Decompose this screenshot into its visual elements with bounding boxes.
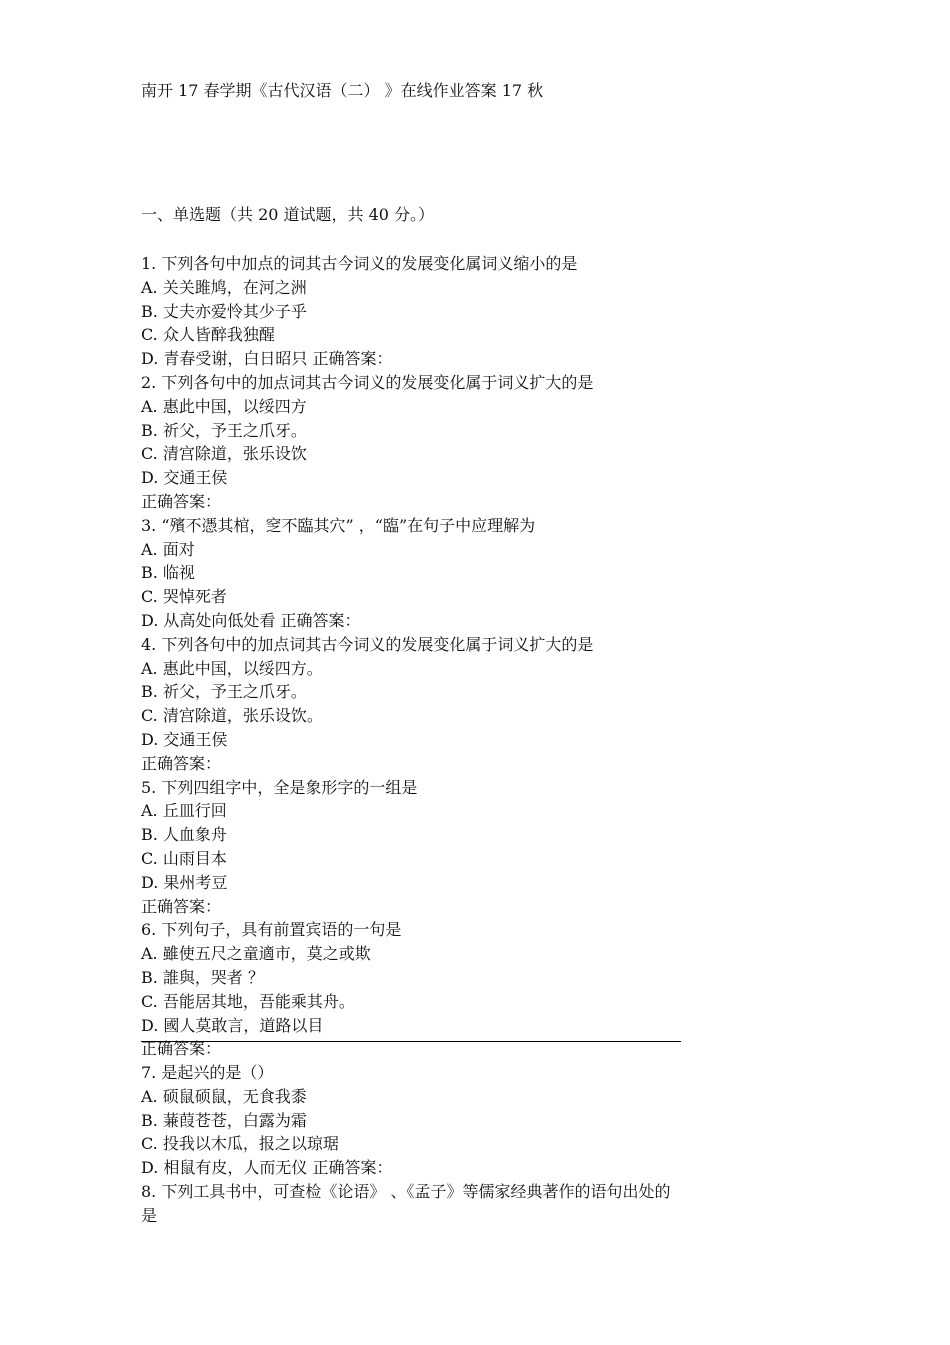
text-line: D. 交通王侯 [141, 468, 228, 488]
text-line: 6. 下列句子，具有前置宾语的一句是 [141, 920, 402, 940]
text-line: 2. 下列各句中的加点词其古今词义的发展变化属于词义扩大的是 [141, 372, 594, 392]
text-line: C. 投我以木瓜，报之以琼琚 [141, 1134, 339, 1154]
text-line: 正确答案： [141, 491, 222, 511]
document-title: 南开 17 春学期《古代汉语（二） 》在线作业答案 17 秋 [141, 81, 544, 100]
text-line: D. 从高处向低处看 正确答案： [141, 610, 361, 630]
text-line: 4. 下列各句中的加点词其古今词义的发展变化属于词义扩大的是 [141, 634, 594, 654]
text-line: C. 清宫除道，张乐设饮 [141, 444, 307, 464]
text-line: B. 人血象舟 [141, 825, 227, 845]
text-line: A. 面对 [141, 539, 195, 559]
text-line: 8. 下列工具书中，可查检《论语》 、《孟子》等儒家经典著作的语句出处的是 [141, 1182, 671, 1225]
text-line: B. 蒹葭苍苍，白露为霜 [141, 1110, 307, 1130]
text-line: A. 硕鼠硕鼠，无食我黍 [141, 1086, 307, 1106]
text-line: 3. “殯不憑其棺，窆不臨其穴” ，“臨”在句子中应理解为 [141, 515, 536, 535]
text-line: 正确答案： [141, 1039, 222, 1059]
text-line: C. 山雨目本 [141, 848, 227, 868]
text-line: C. 吾能居其地，吾能乘其舟。 [141, 991, 355, 1011]
text-line: C. 清宫除道，张乐设饮。 [141, 706, 323, 726]
text-line: 7. 是起兴的是（） [141, 1063, 274, 1083]
text-line: D. 交通王侯 [141, 729, 228, 749]
text-line: D. 果州考豆 [141, 872, 228, 892]
text-line: B. 丈夫亦爱怜其少子乎 [141, 301, 307, 321]
text-line: A. 雖使五尺之童適市，莫之或欺 [141, 944, 371, 964]
question-list [141, 252, 686, 1228]
horizontal-rule [141, 1041, 681, 1042]
text-line: B. 祈父，予王之爪牙。 [141, 420, 307, 440]
text-line: B. 临视 [141, 563, 195, 583]
text-line: A. 惠此中国，以绥四方。 [141, 658, 323, 678]
text-line: 正确答案： [141, 896, 222, 916]
section-heading: 一、单选题（共 20 道试题，共 40 分。） [141, 205, 435, 224]
text-line: A. 惠此中国，以绥四方 [141, 396, 307, 416]
text-line: B. 祈父，予王之爪牙。 [141, 682, 307, 702]
text-line: C. 众人皆醉我独醒 [141, 325, 275, 345]
text-line: B. 誰與，哭者 ？ [141, 967, 265, 987]
text-line: 1. 下列各句中加点的词其古今词义的发展变化属词义缩小的是 [141, 254, 578, 273]
text-line: C. 哭悼死者 [141, 587, 227, 607]
text-line: D. 國人莫敢言，道路以目 [141, 1015, 324, 1035]
text-line: 正确答案： [141, 753, 222, 773]
text-line: D. 青春受谢，白日昭只 正确答案： [141, 349, 393, 369]
text-line: 5. 下列四组字中，全是象形字的一组是 [141, 777, 418, 797]
text-line: A. 丘皿行回 [141, 801, 227, 821]
text-line: A. 关关雎鸠，在河之洲 [141, 277, 307, 297]
text-line: D. 相鼠有皮，人而无仪 正确答案： [141, 1158, 393, 1178]
